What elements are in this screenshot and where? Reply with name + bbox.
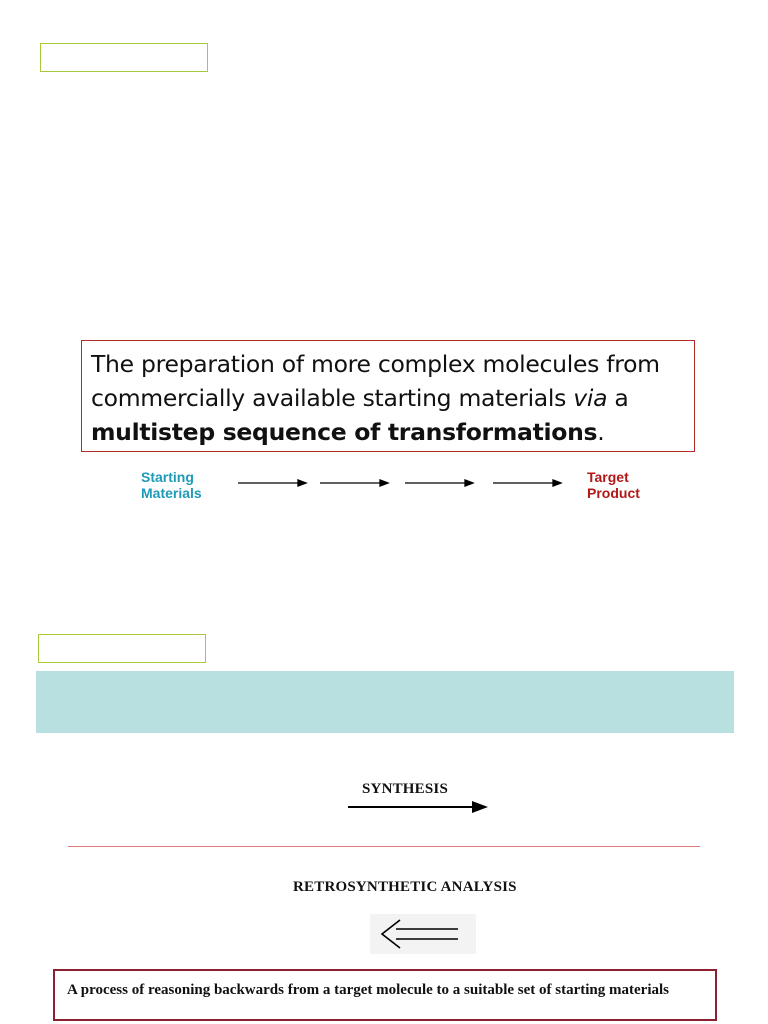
retrosynthesis-definition-box: A process of reasoning backwards from a target molecule to a suitable set of starting materials bbox=[53, 969, 717, 1021]
definition-period: . bbox=[597, 418, 605, 446]
flow-arrow-4 bbox=[493, 480, 561, 486]
highlight-band bbox=[36, 671, 734, 733]
section-label-box-top bbox=[40, 43, 208, 72]
section-label-box-middle bbox=[38, 634, 206, 663]
starting-materials-line-1: Starting bbox=[141, 469, 194, 485]
target-product-line-1: Target bbox=[587, 469, 629, 485]
definition-line-2-end: a bbox=[607, 384, 629, 412]
target-product-label bbox=[587, 469, 640, 501]
definition-via: via bbox=[573, 384, 608, 412]
flow-arrows bbox=[230, 475, 570, 491]
flow-arrow-1 bbox=[238, 480, 306, 486]
definition-box bbox=[81, 340, 695, 452]
flow-arrow-3 bbox=[405, 480, 473, 486]
definition-line-3 bbox=[91, 415, 694, 449]
definition-line-2-text: commercially available starting materials bbox=[91, 384, 574, 412]
flow-arrow-2 bbox=[320, 480, 388, 486]
retrosynthetic-label: RETROSYNTHETIC ANALYSIS bbox=[293, 879, 517, 895]
retrosynthetic-arrow-icon bbox=[376, 918, 462, 950]
definition-emphasis: multistep sequence of transformations bbox=[91, 418, 598, 446]
target-product-line-2: Product bbox=[587, 485, 640, 501]
synthesis-forward-arrow bbox=[346, 798, 492, 816]
definition-line-2 bbox=[91, 381, 694, 415]
section-divider bbox=[68, 846, 700, 847]
starting-materials-label bbox=[141, 469, 202, 501]
definition-line-1: The preparation of more complex molecules from bbox=[91, 350, 660, 378]
starting-materials-line-2: Materials bbox=[141, 485, 202, 501]
synthesis-label: SYNTHESIS bbox=[362, 781, 449, 797]
